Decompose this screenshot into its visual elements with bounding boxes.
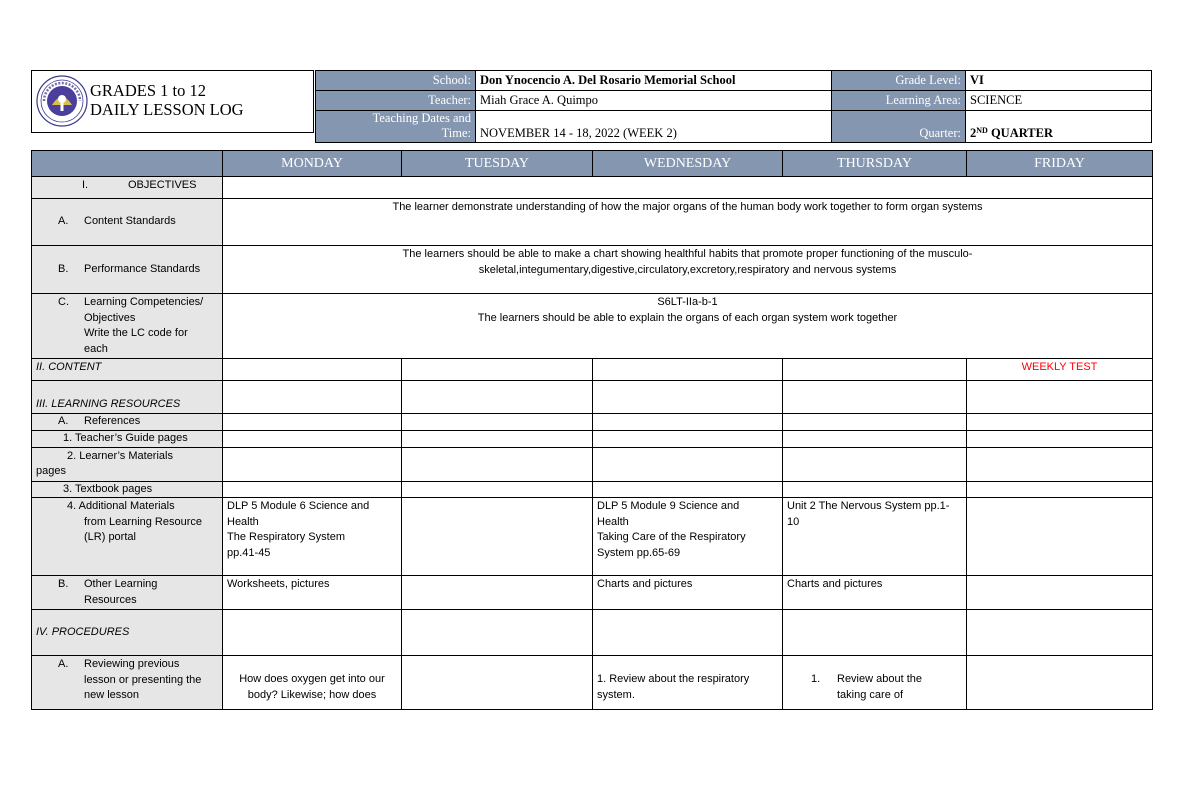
competency-code: S6LT-IIa-b-1 xyxy=(657,296,718,308)
other-resources-label xyxy=(84,577,218,608)
other-wednesday: Charts and pictures xyxy=(593,576,783,610)
tg-tuesday xyxy=(402,431,593,448)
lm-monday xyxy=(223,447,402,481)
review-label-line1: Reviewing previous xyxy=(84,658,180,670)
quarter-value xyxy=(966,111,1152,143)
lm-tuesday xyxy=(402,447,593,481)
content-wednesday xyxy=(593,359,783,381)
lesson-table xyxy=(31,150,1153,710)
day-friday: FRIDAY xyxy=(967,151,1153,177)
procedures-thursday xyxy=(783,610,967,656)
competencies-label-line2: Objectives xyxy=(84,311,136,324)
references-letter: A. xyxy=(58,415,69,427)
review-thursday-text xyxy=(837,672,962,703)
references-row xyxy=(32,414,1153,431)
competencies-label xyxy=(84,295,218,357)
title-grades: GRADES 1 to 12 xyxy=(90,81,206,100)
tg-thursday xyxy=(783,431,967,448)
quarter-number: 2 xyxy=(970,126,977,140)
performance-standards-letter: B. xyxy=(58,262,69,275)
competencies-label-line1: Learning Competencies/ xyxy=(84,296,204,308)
additional-materials-label-line3: (LR) portal xyxy=(84,531,136,543)
content-standards-label-cell xyxy=(32,199,223,246)
other-tuesday xyxy=(402,576,593,610)
other-thursday: Charts and pictures xyxy=(783,576,967,610)
content-standards-letter: A. xyxy=(58,215,69,228)
review-label xyxy=(84,657,218,704)
content-monday xyxy=(223,359,402,381)
other-friday xyxy=(967,576,1153,610)
school-label: School: xyxy=(316,71,476,91)
quarter-word: QUARTER xyxy=(990,126,1054,140)
other-resources-label-line1: Other Learning xyxy=(84,578,158,590)
day-tuesday: TUESDAY xyxy=(402,151,593,177)
tb-friday xyxy=(967,481,1153,498)
competency-text: The learners should be able to explain the organs of each organ system work together xyxy=(477,311,898,324)
performance-standards-label: Performance Standards xyxy=(84,262,201,275)
learners-materials-label-cell xyxy=(32,447,223,481)
lm-wednesday xyxy=(593,447,783,481)
learning-area-value: SCIENCE xyxy=(966,91,1152,111)
content-standards-row xyxy=(32,199,1153,246)
content-standards-label: Content Standards xyxy=(84,215,176,228)
review-label-cell xyxy=(32,656,223,710)
title-daily-lesson-log: DAILY LESSON LOG xyxy=(90,100,244,119)
lm-friday xyxy=(967,447,1153,481)
additional-monday-line1: DLP 5 Module 6 Science and xyxy=(227,500,370,512)
grade-level-value: VI xyxy=(966,71,1152,91)
review-thursday-line2: taking care of xyxy=(837,688,904,701)
procedures-monday xyxy=(223,610,402,656)
review-wednesday-line2: system. xyxy=(597,688,635,701)
procedures-row xyxy=(32,610,1153,656)
competencies-row xyxy=(32,294,1153,359)
additional-wednesday xyxy=(593,498,783,576)
content-label: II. CONTENT xyxy=(32,359,223,381)
competencies-letter: C. xyxy=(58,296,69,308)
content-friday-weekly-test: WEEKLY TEST xyxy=(967,359,1153,381)
tb-thursday xyxy=(783,481,967,498)
content-thursday xyxy=(783,359,967,381)
competencies-text-cell xyxy=(223,294,1153,359)
additional-materials-row xyxy=(32,498,1153,576)
competencies-label-line3: Write the LC code for xyxy=(84,327,188,339)
tb-monday xyxy=(223,481,402,498)
resources-cell-friday xyxy=(967,381,1153,414)
content-standards-text: The learner demonstrate understanding of how the major organs of the human body work together to form organ systems xyxy=(223,199,1153,246)
objectives-label-cell xyxy=(32,177,223,199)
learning-area-label: Learning Area: xyxy=(832,91,966,111)
review-letter: A. xyxy=(58,658,69,670)
resources-cell-monday xyxy=(223,381,402,414)
review-thursday-num: 1. xyxy=(811,673,821,685)
teaching-dates-label xyxy=(316,111,476,143)
teacher-label: Teacher: xyxy=(316,91,476,111)
review-monday-line1: How does oxygen get into our xyxy=(239,673,385,685)
review-wednesday xyxy=(593,656,783,710)
references-wednesday xyxy=(593,414,783,431)
performance-standards-row xyxy=(32,246,1153,294)
deped-seal-icon xyxy=(36,75,88,127)
learning-resources-row xyxy=(32,381,1153,414)
additional-thursday-line1: Unit 2 The Nervous System pp.1- xyxy=(787,500,950,512)
content-row xyxy=(32,359,1153,381)
performance-standards-label-cell xyxy=(32,246,223,294)
review-monday xyxy=(223,656,402,710)
references-label-cell xyxy=(32,414,223,431)
references-monday xyxy=(223,414,402,431)
day-header-row xyxy=(32,151,1153,177)
review-label-line2: lesson or presenting the xyxy=(84,673,202,686)
title-box xyxy=(31,70,314,133)
school-value: Don Ynocencio A. Del Rosario Memorial School xyxy=(476,71,832,91)
additional-monday-line2: Health xyxy=(227,515,259,528)
performance-standards-line1: The learners should be able to make a chart showing healthful habits that promote proper functioning of the musculo- xyxy=(402,248,973,260)
other-monday: Worksheets, pictures xyxy=(223,576,402,610)
tg-monday xyxy=(223,431,402,448)
tg-wednesday xyxy=(593,431,783,448)
procedures-wednesday xyxy=(593,610,783,656)
teaching-dates-value: NOVEMBER 14 - 18, 2022 (WEEK 2) xyxy=(476,111,832,143)
additional-thursday xyxy=(783,498,967,576)
quarter-label: Quarter: xyxy=(832,111,966,143)
additional-monday-line3: The Respiratory System xyxy=(227,531,345,543)
additional-wednesday-line4: System pp.65-69 xyxy=(597,546,681,559)
review-tuesday xyxy=(402,656,593,710)
day-wednesday: WEDNESDAY xyxy=(593,151,783,177)
additional-materials-label-cell xyxy=(32,498,223,576)
procedures-friday xyxy=(967,610,1153,656)
additional-thursday-line2: 10 xyxy=(787,515,800,528)
other-resources-label-line2: Resources xyxy=(84,593,137,606)
procedures-tuesday xyxy=(402,610,593,656)
other-resources-row xyxy=(32,576,1153,610)
additional-materials-label-line1: 4. Additional Materials xyxy=(67,500,175,512)
resources-cell-tuesday xyxy=(402,381,593,414)
teacher-value: Miah Grace A. Quimpo xyxy=(476,91,832,111)
references-label: References xyxy=(84,415,141,427)
day-monday: MONDAY xyxy=(223,151,402,177)
review-thursday-line1: Review about the xyxy=(837,673,922,685)
corner-cell xyxy=(32,151,223,177)
resources-cell-thursday xyxy=(783,381,967,414)
objectives-label: OBJECTIVES xyxy=(128,179,197,191)
teaching-dates-label-line1: Teaching Dates and xyxy=(372,111,471,125)
references-thursday xyxy=(783,414,967,431)
objectives-num: I. xyxy=(82,179,89,191)
learners-materials-label-line1: 2. Learner’s Materials xyxy=(67,449,173,462)
objectives-span xyxy=(223,177,1153,199)
performance-standards-text xyxy=(223,246,1153,294)
content-tuesday xyxy=(402,359,593,381)
tb-wednesday xyxy=(593,481,783,498)
resources-cell-wednesday xyxy=(593,381,783,414)
learners-materials-label-line2: pages xyxy=(36,465,66,477)
additional-wednesday-line3: Taking Care of the Respiratory xyxy=(597,531,746,543)
review-wednesday-line1: 1. Review about the respiratory xyxy=(597,673,750,685)
additional-monday xyxy=(223,498,402,576)
other-resources-letter: B. xyxy=(58,578,69,590)
textbook-pages-label: 3. Textbook pages xyxy=(32,481,223,498)
teaching-dates-label-line2: Time: xyxy=(441,126,471,140)
review-row xyxy=(32,656,1153,710)
additional-wednesday-line1: DLP 5 Module 9 Science and xyxy=(597,500,740,512)
tg-friday xyxy=(967,431,1153,448)
review-friday xyxy=(967,656,1153,710)
tb-tuesday xyxy=(402,481,593,498)
day-thursday: THURSDAY xyxy=(783,151,967,177)
additional-materials-label-line2: from Learning Resource xyxy=(84,515,203,528)
grade-level-label: Grade Level: xyxy=(832,71,966,91)
other-resources-label-cell xyxy=(32,576,223,610)
competencies-label-cell xyxy=(32,294,223,359)
additional-tuesday xyxy=(402,498,593,576)
teachers-guide-label: 1. Teacher’s Guide pages xyxy=(32,431,223,448)
review-thursday xyxy=(783,656,967,710)
competencies-label-line4: each xyxy=(84,342,108,355)
additional-friday xyxy=(967,498,1153,576)
performance-standards-line2: skeletal,integumentary,digestive,circulatory,excretory,respiratory and nervous systems xyxy=(478,263,897,276)
objectives-row xyxy=(32,177,1153,199)
teachers-guide-row xyxy=(32,431,1153,448)
textbook-row xyxy=(32,481,1153,498)
learning-resources-label: III. LEARNING RESOURCES xyxy=(32,381,223,414)
references-tuesday xyxy=(402,414,593,431)
procedures-label: IV. PROCEDURES xyxy=(32,610,223,656)
references-friday xyxy=(967,414,1153,431)
learners-materials-row xyxy=(32,447,1153,481)
additional-wednesday-line2: Health xyxy=(597,515,629,528)
review-monday-line2: body? Likewise; how does xyxy=(247,688,377,701)
header-info-table xyxy=(315,70,1152,143)
quarter-ordinal: ND xyxy=(976,126,988,135)
additional-monday-line4: pp.41-45 xyxy=(227,546,271,559)
review-label-line3: new lesson xyxy=(84,689,140,701)
lm-thursday xyxy=(783,447,967,481)
